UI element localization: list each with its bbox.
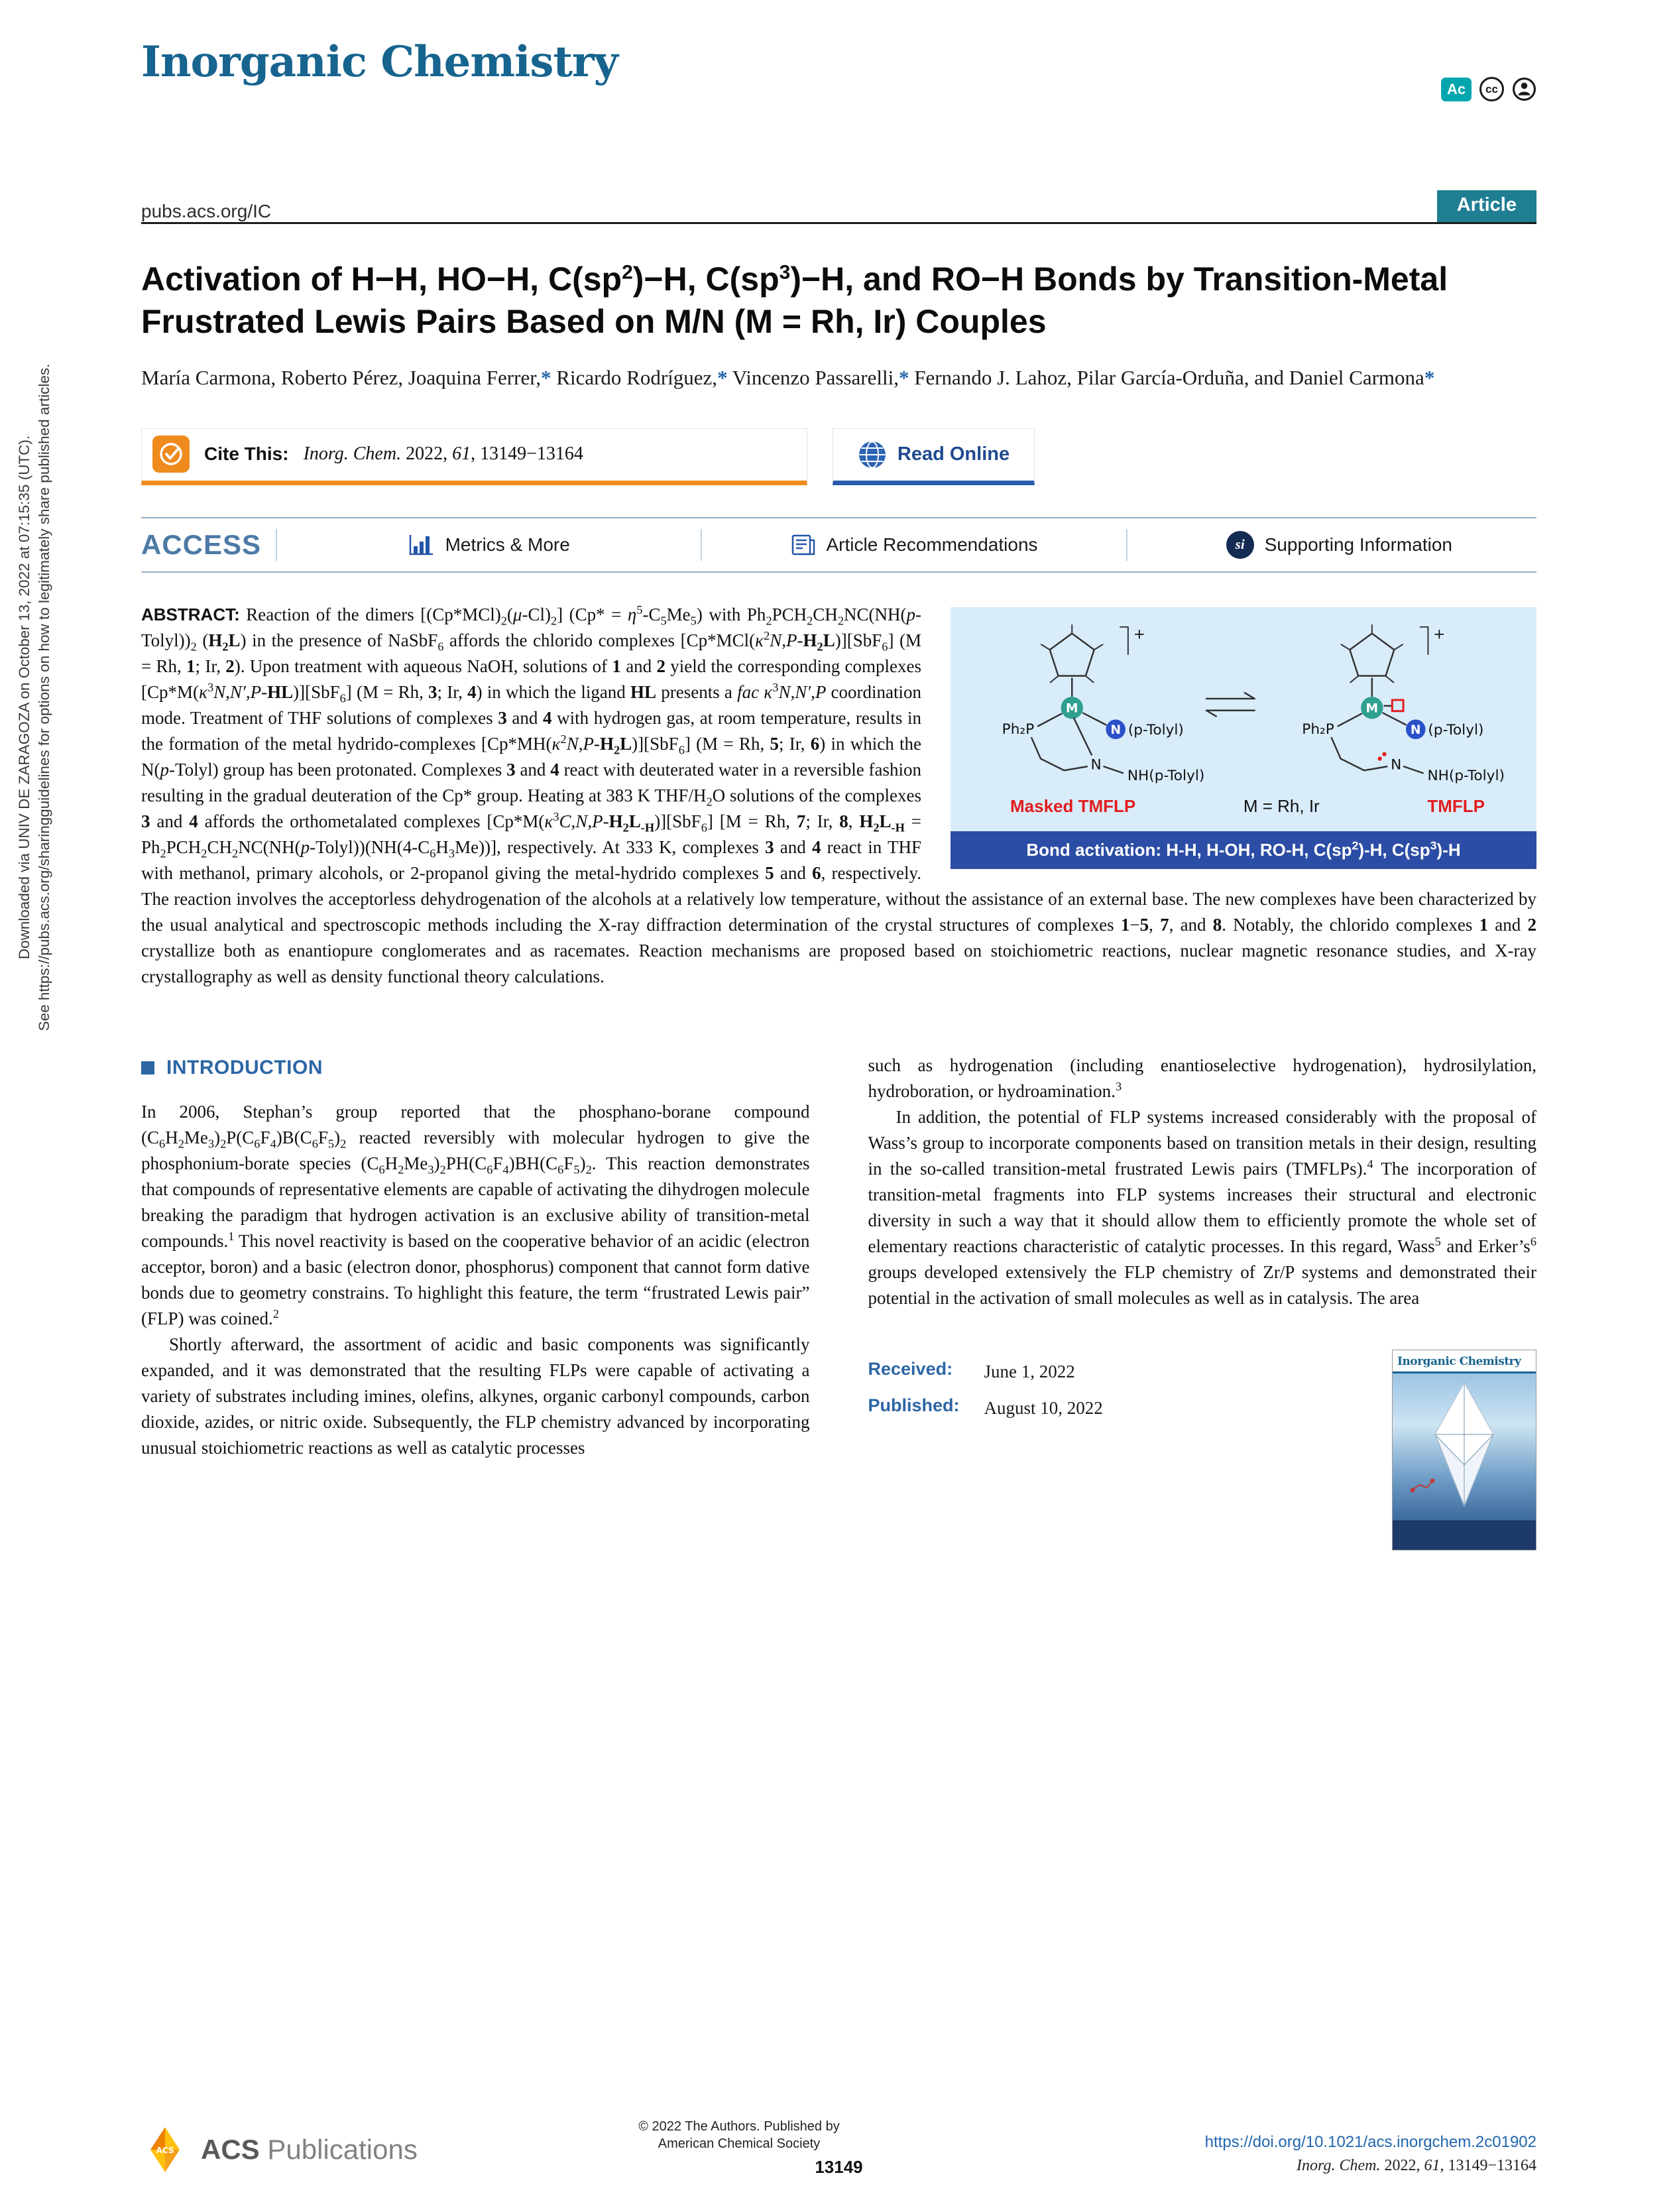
copyright-notice: © 2022 The Authors. Published by American Chemical Society: [638, 2119, 840, 2151]
header-rule: [141, 222, 1536, 224]
published-label: Published:: [868, 1395, 960, 1415]
intro-paragraph-3: such as hydrogenation (including enantioselective hydrogenation), hydrosilylation, hydroboration, or hydroamination.$^3$: [868, 1055, 1536, 1101]
svg-text:N: N: [1090, 756, 1102, 773]
acs-diamond-icon: [141, 2126, 189, 2174]
download-notice-line1: Downloaded via UNIV DE ZARAGOZA on October 13, 2022 at 07:15:35 (UTC).: [16, 435, 32, 960]
header-row: [141, 190, 1536, 222]
footer-citation-block: [1205, 2131, 1536, 2178]
acs-logo-text: ACS Publications: [201, 2134, 418, 2165]
graphical-abstract: [951, 607, 1536, 870]
masked-tmflp-label: Masked TMFLP: [1010, 796, 1136, 817]
svg-text:Ph₂P: Ph₂P: [1302, 721, 1334, 738]
supporting-info-label: Supporting Information: [1264, 534, 1452, 555]
section-square-icon: [141, 1061, 154, 1075]
body-columns: [141, 1053, 1536, 1550]
download-notice-line2: See https://pubs.acs.org/sharingguidelines for options on how to legitimately share published articles.: [36, 363, 52, 1031]
metal-variants-label: M = Rh, Ir: [1243, 796, 1320, 817]
svg-text:Ph₂P: Ph₂P: [1002, 721, 1035, 738]
bond-activation-banner: Bond activation: H-H, H-OH, RO-H, $C(sp^2)-H$, $C(sp^3)-H$: [951, 831, 1536, 869]
cover-title: Inorganic Chemistry: [1393, 1350, 1536, 1373]
separator: [1126, 529, 1128, 561]
recommendations-label: Article Recommendations: [826, 534, 1038, 555]
metrics-label: Metrics & More: [445, 534, 570, 555]
received-date: June 1, 2022: [984, 1361, 1075, 1381]
left-column: [141, 1053, 810, 1550]
globe-icon: [858, 440, 887, 469]
cite-reference: Inorg. Chem. 2022, 61, 13149−13164: [303, 443, 583, 464]
read-online-button[interactable]: [833, 428, 1035, 485]
author-list: María Carmona, Roberto Pérez, Joaquina Ferrer,* Ricardo Rodríguez,* Vincenzo Passarelli,* Fernando J. Lahoz, Pilar García-Orduña, and Daniel Carmona*: [141, 366, 1435, 389]
si-icon: si: [1226, 531, 1254, 559]
separator: [276, 529, 277, 561]
cite-check-icon: [152, 436, 190, 473]
journal-cover-thumbnail[interactable]: [1392, 1350, 1536, 1550]
graphical-abstract-art: [951, 607, 1536, 790]
svg-text:NH(p-Tolyl): NH(p-Tolyl): [1127, 767, 1205, 784]
page-footer: [141, 2106, 1536, 2179]
read-online-label: Read Online: [897, 443, 1010, 465]
metrics-link[interactable]: [292, 534, 686, 556]
journal-logo: Inorganic Chemistry: [141, 37, 618, 87]
recommendations-icon: [791, 534, 816, 556]
received-label: Received:: [868, 1358, 953, 1379]
article-title: Activation of H−H, HO−H, $C(sp^2)-H$, $C(sp^3)-H$, and RO−H Bonds by Transition-Metal Frustrated Lewis Pairs Based on M/N (M = Rh, Ir) Couples: [141, 261, 1448, 340]
cc-by-icon[interactable]: [1512, 77, 1536, 101]
doi-link[interactable]: https://doi.org/10.1021/acs.inorgchem.2c01902: [1204, 2133, 1536, 2152]
svg-text:(p-Tolyl): (p-Tolyl): [1428, 721, 1484, 738]
cover-art: [1393, 1373, 1536, 1521]
article-dates: [868, 1350, 1103, 1550]
access-link[interactable]: ACCESS: [141, 528, 262, 560]
supporting-info-link[interactable]: [1142, 531, 1536, 559]
intro-paragraph-2: Shortly afterward, the assortment of acidic and basic components was significantly expanded, and it was demonstrated that the resulting FLPs were capable of activating a variety of substrates including imines, olefins, alkynes, organic carbonyl compounds, carbon dioxide, azides, or nitric oxide. Subsequently, the FLP chemistry advanced by incorporating unusual stoichiometric reactions as well as catalytic processes: [141, 1334, 810, 1458]
introduction-heading-label: INTRODUCTION: [166, 1056, 323, 1078]
page-content: [141, 0, 1536, 1550]
vacant-site-marker: [1392, 700, 1403, 711]
tmflp-equilibrium-scheme: [960, 619, 1527, 790]
right-column: [868, 1053, 1537, 1550]
cc-license-icon[interactable]: cc: [1479, 77, 1504, 101]
masked-tmflp-structure: [1002, 624, 1205, 784]
figure-labels: [951, 789, 1536, 831]
metrics-icon: [408, 534, 435, 556]
cite-label: Cite This:: [204, 443, 289, 464]
intro-paragraph-4: In addition, the potential of FLP systems increased considerably with the proposal of Wass’s group to incorporate components based on transition metals in their design, resulting in the so-called transition-metal frustrated Lewis pairs (TMFLPs).$^4$ The incorporation of transition-metal fragments into FLP systems increases their structural and electronic diversity in such a way that it should allow them to efficiently promote the whole set of elementary reactions characteristic of catalytic processes. In this regard, Wass$^5$ and $Erker’s^6$ groups developed extensively the FLP chemistry of Zr/P systems and demonstrated their potential in the activation of small molecules as well as in catalysis. The area: [868, 1106, 1537, 1308]
acs-publications-logo: [141, 2126, 418, 2174]
svg-text:M: M: [1365, 701, 1379, 716]
published-date: August 10, 2022: [984, 1397, 1103, 1418]
svg-text:(p-Tolyl): (p-Tolyl): [1128, 721, 1184, 738]
tmflp-structure: [1302, 624, 1505, 784]
download-notice: [15, 306, 54, 1088]
svg-text:ACS: ACS: [156, 2146, 174, 2155]
article-type-badge: Article: [1437, 190, 1536, 222]
svg-text:N: N: [1410, 723, 1421, 737]
authorchoice-icon[interactable]: Ac: [1441, 78, 1472, 101]
license-badges: [1441, 77, 1536, 101]
journal-url-link[interactable]: pubs.acs.org/IC: [141, 201, 272, 221]
tmflp-label: TMFLP: [1427, 796, 1485, 817]
page-number: 13149: [815, 2157, 863, 2177]
access-bar: [141, 517, 1536, 573]
equilibrium-arrows: [1206, 693, 1255, 716]
svg-text:N: N: [1110, 723, 1121, 737]
cite-this-box[interactable]: [141, 428, 807, 485]
svg-text:N: N: [1391, 756, 1402, 773]
dates-and-cover: [868, 1350, 1537, 1550]
abstract-section: [141, 602, 1536, 990]
intro-paragraph-1: In 2006, Stephan’s group reported that the phosphano-borane compound $(C_6H_2Me_3)_2P(C_6F_4)B(C_6F_5)_2$ reacted reversibly with molecular hydrogen to give the phosphonium-borate species $(C_6H_2Me_3)_2PH(C_6F_4)BH(C_6F_5)_2$. This reaction demonstrates that compounds of representative elements are capable of activating the dihydrogen molecule breaking the paradigm that hydrogen activation is an exclusive ability of transition-metal compounds.$^1$ This novel reactivity is based on the cooperative behavior of an acidic (electron acceptor, boron) and a basic (electron donor, phosphorus) component that cannot form dative bonds due to geometry constrains. To highlight this feature, the term “frustrated Lewis pair” (FLP) was coined.$^2$: [141, 1101, 810, 1328]
cover-footer-strip: [1393, 1521, 1536, 1550]
abstract-text: ABSTRACT: Reaction of the dimers $[(Cp*MCl)_2(\mu-Cl)_2] (Cp* = \eta^5-C_5Me_5)$ with $Ph_2PCH_2CH_2NC(NH(p-Tolyl))_2$ $(H_2L)$ in the presence of NaSbF$_6$ affords the chlorido complexes $[Cp*MCl(\kappa^2N,P-H_2L)][SbF_6] (M = Rh$, 1; Ir, 2). Upon treatment with aqueous NaOH, solutions of 1 and 2 yield the corresponding complexes $[Cp*M(\kappa^3N,N',P-HL)][SbF_6] (M = Rh$, 3; Ir, 4) in which the ligand HL presents a fac $\kappa^3N,N',P$ coordination mode. Treatment of THF solutions of complexes 3 and 4 with hydrogen gas, at room temperature, results in the formation of the metal hydrido-complexes $[Cp*MH(\kappa^2N,P-H_2L)][SbF_6] (M = Rh$, 5; Ir, 6) in which the N(p-Tolyl) group has been protonated. Complexes 3 and 4 react with deuterated water in a reversible fashion resulting in the gradual deuteration of the Cp* group. Heating at 383 K THF/$H_2O$ solutions of the complexes 3 and 4 affords the orthometalated complexes $[Cp*M(\kappa^3C,N,P-H_2L_{-H})][SbF_6] [M = Rh$, 7; Ir, 8, $H_2L_{-H}$ = $Ph_2PCH_2CH_2NC(NH(p-Tolyl))(NH(4-C_6H_3Me))$], respectively. At 333 K, complexes 3 and 4 react in THF with methanol, primary alcohols, or 2-propanol giving the metal-hydrido complexes 5 and 6, respectively. The reaction involves the acceptorless dehydrogenation of the alcohols at a relatively low temperature, without the assistance of an external base. The new complexes have been characterized by the usual analytical and spectroscopic methods including the X-ray diffraction determination of the crystal structures of complexes 1−5, 7, and 8. Notably, the chlorido complexes 1 and 2 crystallize both as enantiopure conglomerates and as racemates. Reaction mechanisms are proposed based on stoichiometric reactions, nuclear magnetic resonance studies, and X-ray crystallography as well as density functional theory calculations.: [141, 603, 1536, 986]
separator: [701, 529, 702, 561]
introduction-heading: [141, 1057, 810, 1079]
svg-text:+: +: [1433, 626, 1446, 643]
recommendations-link[interactable]: [717, 534, 1111, 556]
cite-strip: [141, 428, 1536, 485]
svg-text:+: +: [1133, 626, 1145, 643]
footer-citation: Inorg. Chem. 2022, 61, 13149−13164: [1297, 2157, 1536, 2175]
svg-text:NH(p-Tolyl): NH(p-Tolyl): [1427, 767, 1505, 784]
svg-text:M: M: [1065, 701, 1078, 716]
